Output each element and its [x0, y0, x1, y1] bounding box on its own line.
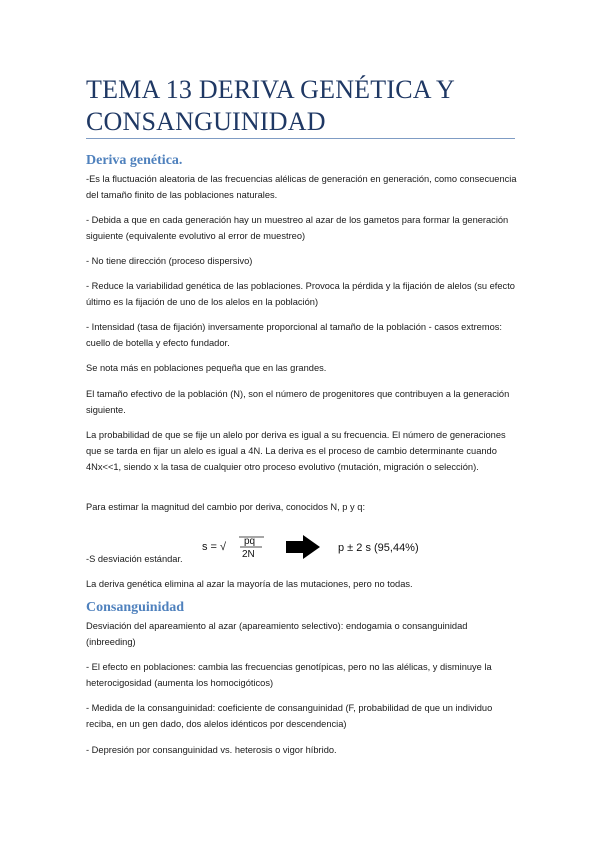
page-title [86, 74, 516, 138]
title-line-1: TEMA 13 DERIVA GENÉTICA Y [86, 75, 455, 104]
paragraph: - El efecto en poblaciones: cambia las frecuencias genotípicas, pero no las alélicas, y disminuye la heterocigosidad (aumenta los homocigóticos) [86, 662, 492, 688]
title-line-2: CONSANGUINIDAD [86, 107, 326, 136]
formula-denominator: 2N [242, 549, 255, 560]
paragraph: La probabilidad de que se fije un alelo por deriva es igual a su frecuencia. El número de generaciones que se tarda en fijar un alelo es igual a 4N. La deriva es el proceso de cambio determinante cuando 4Nx<<1, siendo x la tasa de cualquier otro proceso evolutivo (mutación, migración o selección). [86, 430, 506, 472]
section-heading-deriva: Deriva genética. [86, 153, 183, 168]
std-label: -S desviación estándar. [86, 554, 183, 564]
paragraph: - Depresión por consanguinidad vs. heterosis o vigor híbrido. [86, 745, 337, 755]
title-divider [86, 138, 515, 139]
paragraph: Para estimar la magnitud del cambio por deriva, conocidos N, p y q: [86, 502, 366, 512]
paragraph: - No tiene dirección (proceso dispersivo) [86, 256, 253, 266]
paragraph: - Medida de la consanguinidad: coeficiente de consanguinidad (F, probabilidad de que un individuo reciba, en un gen dado, dos alelos idénticos por descendencia) [86, 703, 493, 729]
formula-lhs: s = √ [202, 541, 227, 553]
formula-rhs: p ± 2 s (95,44%) [338, 542, 419, 554]
formula-numerator: pq [244, 536, 256, 547]
paragraph: - Intensidad (tasa de fijación) inversamente proporcional al tamaño de la población - casos extremos: cuello de botella y efecto fundador. [86, 322, 502, 348]
section-heading-consanguinidad: Consanguinidad [86, 600, 185, 615]
paragraph: Se nota más en poblaciones pequeña que en las grandes. [86, 363, 327, 373]
paragraph: La deriva genética elimina al azar la mayoría de las mutaciones, pero no todas. [86, 579, 413, 589]
paragraph: Desviación del apareamiento al azar (apareamiento selectivo): endogamia o consanguinidad (inbreeding) [86, 621, 468, 647]
paragraph: -Es la fluctuación aleatoria de las frecuencias alélicas de generación en generación, como consecuencia del tamaño finito de las poblaciones naturales. [86, 174, 517, 200]
paragraph: - Reduce la variabilidad genética de las poblaciones. Provoca la pérdida y la fijación de alelos (su efecto último es la fijación de uno de los alelos en la población) [86, 281, 515, 307]
paragraph: - Debida a que en cada generación hay un muestreo al azar de los gametos para formar la generación siguiente (equivalente evolutivo al error de muestreo) [86, 215, 509, 241]
paragraph: El tamaño efectivo de la población (N), son el número de progenitores que contribuyen a la generación siguiente. [86, 389, 510, 415]
